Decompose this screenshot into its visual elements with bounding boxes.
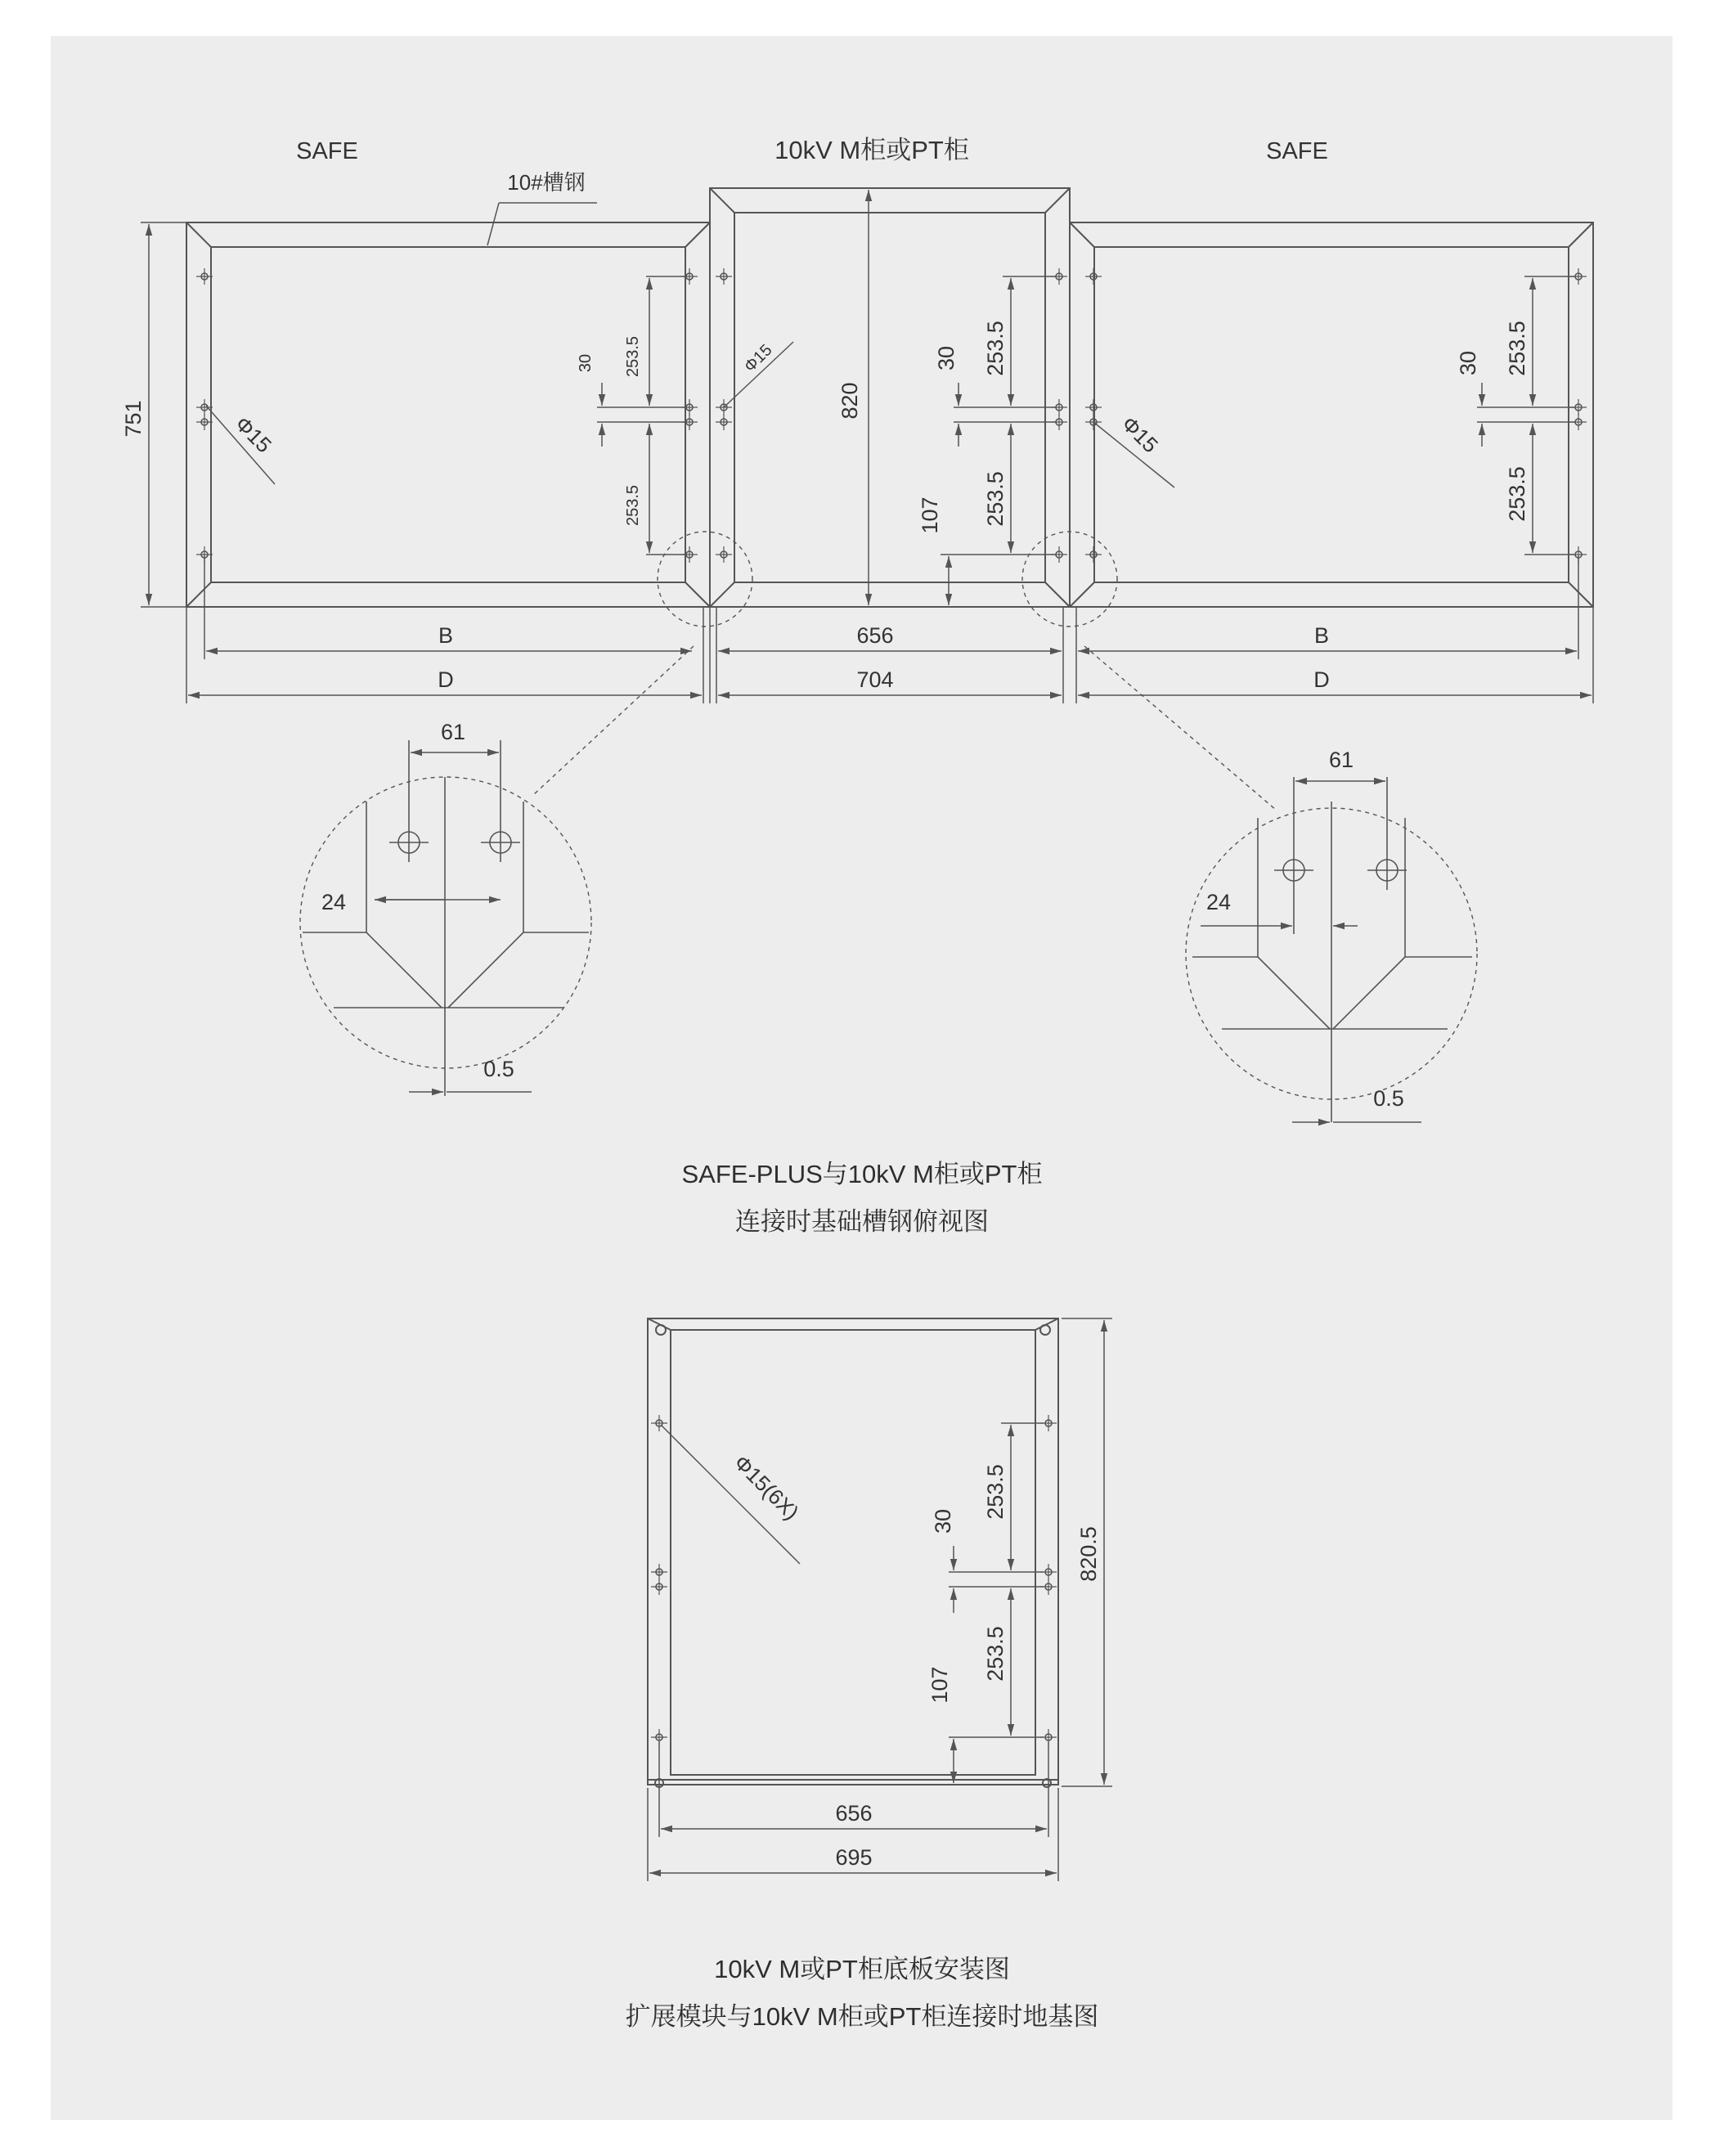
base-107-label: 107	[927, 1666, 952, 1704]
top-view-caption-line2: 连接时基础槽钢俯视图	[735, 1207, 989, 1236]
detail-right-geometry	[1192, 777, 1472, 1122]
height-751-label: 751	[121, 400, 146, 438]
detail-right-05: 0.5	[1373, 1086, 1404, 1111]
top-view-holes	[196, 268, 1587, 563]
left-253-top-label: 253.5	[624, 335, 642, 378]
detail-left-24: 24	[321, 890, 347, 914]
hole-right-label: Φ15	[1116, 411, 1164, 458]
base-hole-label: Φ15(6X)	[729, 1450, 804, 1525]
right-30-label: 30	[1456, 350, 1480, 376]
center-107-label: 107	[918, 496, 942, 534]
right-253-top-label: 253.5	[1505, 321, 1529, 376]
center-pt-frame	[710, 188, 1070, 607]
detail-circle-left	[300, 777, 591, 1068]
center-253-bottom-label: 253.5	[983, 471, 1008, 527]
base-plate-frame	[648, 1318, 1058, 1787]
detail-left-05: 0.5	[483, 1057, 514, 1081]
base-view-caption-line2: 扩展模块与10kV M柜或PT柜连接时地基图	[625, 2002, 1099, 2031]
b-left-label: B	[438, 623, 454, 648]
d-left-label: D	[438, 667, 454, 692]
base-695-label: 695	[835, 1845, 873, 1870]
right-253-bottom-label: 253.5	[1505, 466, 1529, 522]
detail-left-geometry	[303, 740, 589, 1096]
w656-top-label: 656	[856, 623, 894, 648]
base-30-label: 30	[931, 1508, 955, 1534]
base-820-5-label: 820.5	[1076, 1526, 1101, 1582]
center-30-label: 30	[934, 345, 959, 371]
hole-center-label: Φ15	[740, 340, 776, 376]
hole-left-label: Φ15	[230, 411, 277, 458]
center-unit-label: 10kV M柜或PT柜	[774, 136, 969, 164]
right-unit-label: SAFE	[1266, 138, 1328, 164]
top-view-caption-line1: SAFE-PLUS与10kV M柜或PT柜	[681, 1160, 1043, 1188]
base-656-label: 656	[835, 1801, 873, 1826]
right-safe-frame	[1070, 222, 1593, 607]
base-view-caption-line1: 10kV M或PT柜底板安装图	[714, 1955, 1010, 1983]
center-253-top-label: 253.5	[983, 321, 1008, 376]
left-unit-label: SAFE	[296, 138, 358, 164]
d-right-label: D	[1313, 667, 1330, 692]
left-safe-frame	[186, 222, 710, 607]
left-253-bottom-label: 253.5	[624, 484, 642, 527]
b-right-label: B	[1313, 623, 1330, 648]
detail-left-61: 61	[440, 720, 466, 744]
height-820-label: 820	[837, 382, 862, 420]
base-253-bottom-label: 253.5	[983, 1626, 1008, 1682]
w704-label: 704	[856, 667, 894, 692]
detail-right-61: 61	[1328, 748, 1354, 772]
channel-steel-label: 10#槽钢	[507, 170, 586, 195]
detail-right-24: 24	[1205, 890, 1232, 914]
left-30-label: 30	[577, 353, 595, 373]
base-253-top-label: 253.5	[983, 1464, 1008, 1520]
detail-marker-left	[658, 532, 752, 627]
